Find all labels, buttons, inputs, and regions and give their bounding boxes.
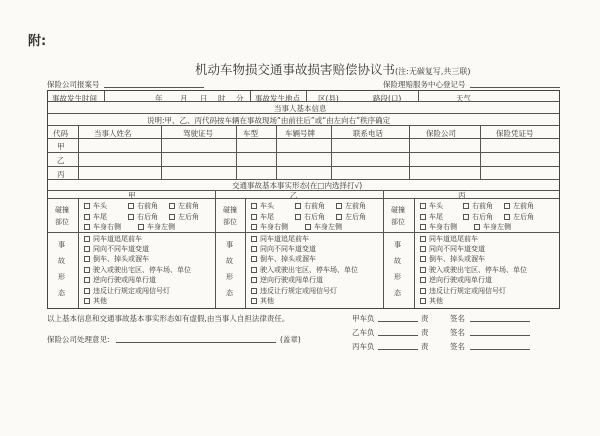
- liability-party-2: 乙车负: [352, 328, 375, 337]
- form-opt-2-5[interactable]: 逆向行驶或闯单行道: [251, 275, 323, 285]
- header-license: 驾驶证号: [183, 129, 213, 138]
- header-plate: 车辆号牌: [285, 129, 315, 138]
- form-opt-2-3[interactable]: 倒车、掉头或溜车: [251, 254, 316, 264]
- liability-unit-1: 责: [421, 314, 429, 323]
- collision-opt-2-1[interactable]: 车头: [251, 201, 274, 211]
- sign-field-2[interactable]: [470, 335, 530, 336]
- form-opt-3-2[interactable]: 同向不同车道变道: [420, 244, 485, 254]
- liability-party-1: 甲车负: [352, 314, 375, 323]
- collision-opt-3-3[interactable]: 左前角: [504, 201, 534, 211]
- column-party-2: 乙: [290, 191, 298, 200]
- collision-opt-3-8[interactable]: 车身左侧: [474, 222, 511, 232]
- form-opt-3-5[interactable]: 逆向行驶或闯单行道: [420, 275, 492, 285]
- stamp-label: (盖章): [280, 335, 301, 344]
- form-opt-1-5[interactable]: 逆向行驶或闯单行道: [84, 275, 156, 285]
- collision-label-2: 碰撞部位: [223, 206, 237, 226]
- time-month: 月: [180, 94, 188, 103]
- form-opt-3-7[interactable]: 其他: [420, 296, 443, 306]
- time-hour: 时: [218, 94, 226, 103]
- column-party-1: 甲: [128, 191, 136, 200]
- weather-label: 天气: [456, 94, 471, 103]
- title-note: (注:无碳复写,共三联): [395, 67, 471, 76]
- header-insurer: 保险公司: [426, 129, 456, 138]
- form-opt-1-6[interactable]: 违反让行规定或闯信号灯: [84, 286, 170, 296]
- claim-reg-field[interactable]: [470, 87, 560, 88]
- party-row-code-1: 甲: [57, 142, 65, 151]
- sign-field-3[interactable]: [470, 349, 530, 350]
- time-label: 事故发生时间: [52, 94, 97, 103]
- liability-unit-3: 责: [421, 342, 429, 351]
- collision-opt-1-8[interactable]: 车身左侧: [138, 222, 175, 232]
- header-name: 当事人姓名: [94, 129, 132, 138]
- collision-opt-1-2[interactable]: 右前角: [128, 201, 158, 211]
- form-opt-2-6[interactable]: 违反让行规定或闯信号灯: [251, 286, 337, 296]
- collision-opt-3-7[interactable]: 车身右侧: [420, 222, 457, 232]
- facts-title: 交通事故基本事实形态(在□内选择打√): [232, 181, 363, 190]
- form-opt-1-1[interactable]: 同车道追尾前车: [84, 234, 142, 244]
- sign-label-3: 签名: [450, 342, 465, 351]
- party-info-title: 当事人基本信息: [274, 104, 327, 113]
- time-year: 年: [155, 94, 163, 103]
- party-note: 说明:甲、乙、丙代码按车辆在事故现场“由前往后”或“由左向右”秩序确定: [147, 116, 391, 125]
- collision-opt-2-6[interactable]: 左后角: [336, 212, 366, 222]
- collision-opt-3-5[interactable]: 右后角: [463, 212, 493, 222]
- collision-opt-3-2[interactable]: 右前角: [463, 201, 493, 211]
- form-opt-3-1[interactable]: 同车道追尾前车: [420, 234, 478, 244]
- form-label-1: 事故形态: [58, 241, 65, 297]
- district-label: 区(县): [318, 94, 339, 103]
- header-code: 代码: [53, 129, 68, 138]
- party-row-code-3: 丙: [57, 170, 65, 179]
- column-party-3: 丙: [458, 191, 466, 200]
- header-phone: 联系电话: [353, 129, 383, 138]
- form-label-2: 事故形态: [226, 241, 233, 297]
- confirm-statement: 以上基本信息和交通事故基本事实形态如有虚假,由当事人自担法律责任。: [47, 314, 290, 323]
- liability-field-3[interactable]: [378, 349, 418, 350]
- collision-opt-1-5[interactable]: 右后角: [128, 212, 158, 222]
- claim-reg-label: 保险理赔服务中心登记号: [383, 80, 466, 89]
- collision-opt-2-8[interactable]: 车身左侧: [305, 222, 342, 232]
- header-policy: 保险凭证号: [496, 129, 534, 138]
- form-opt-2-7[interactable]: 其他: [251, 296, 274, 306]
- collision-opt-1-1[interactable]: 车头: [84, 201, 107, 211]
- collision-opt-2-2[interactable]: 右前角: [295, 201, 325, 211]
- collision-opt-2-3[interactable]: 左前角: [336, 201, 366, 211]
- liability-field-1[interactable]: [378, 321, 418, 322]
- liability-field-2[interactable]: [378, 335, 418, 336]
- collision-opt-3-6[interactable]: 左后角: [504, 212, 534, 222]
- liability-party-3: 丙车负: [352, 342, 375, 351]
- collision-opt-2-5[interactable]: 右后角: [295, 212, 325, 222]
- report-no-field[interactable]: [104, 87, 204, 88]
- form-opt-1-3[interactable]: 倒车、掉头或溜车: [84, 254, 149, 264]
- form-opt-2-4[interactable]: 驶入或驶出宅区、停车场、单位: [251, 265, 358, 275]
- report-no-label: 保险公司报案号: [47, 80, 100, 89]
- place-label: 事故发生地点: [255, 94, 300, 103]
- form-opt-2-2[interactable]: 同向不同车道变道: [251, 244, 316, 254]
- collision-opt-3-1[interactable]: 车头: [420, 201, 443, 211]
- time-day: 日: [200, 94, 208, 103]
- insurer-opinion-field[interactable]: [116, 342, 276, 343]
- attachment-label: 附:: [28, 34, 47, 49]
- time-minute: 分: [236, 94, 244, 103]
- form-opt-3-6[interactable]: 违反让行规定或闯信号灯: [420, 286, 506, 296]
- collision-opt-1-6[interactable]: 左后角: [169, 212, 199, 222]
- sign-label-1: 签名: [450, 314, 465, 323]
- party-row-code-2: 乙: [57, 156, 65, 165]
- form-label-3: 事故形态: [394, 241, 401, 297]
- collision-opt-1-7[interactable]: 车身右侧: [84, 222, 121, 232]
- form-opt-1-4[interactable]: 驶入或驶出宅区、停车场、单位: [84, 265, 191, 275]
- liability-unit-2: 责: [421, 328, 429, 337]
- road-label: 路段(口): [373, 94, 402, 103]
- collision-label-3: 碰撞部位: [391, 206, 405, 226]
- collision-label-1: 碰撞部位: [55, 206, 69, 226]
- form-opt-2-1[interactable]: 同车道追尾前车: [251, 234, 309, 244]
- collision-opt-1-3[interactable]: 左前角: [169, 201, 199, 211]
- header-model: 车型: [243, 129, 258, 138]
- sign-field-1[interactable]: [470, 321, 530, 322]
- claim-form-table: [47, 90, 560, 309]
- title-text: 机动车物损交通事故损害赔偿协议书: [195, 62, 396, 77]
- collision-opt-2-4[interactable]: 车尾: [251, 212, 274, 222]
- collision-opt-2-7[interactable]: 车身右侧: [251, 222, 288, 232]
- document-title: [195, 60, 471, 78]
- form-opt-3-3[interactable]: 倒车、掉头或溜车: [420, 254, 485, 264]
- collision-opt-1-4[interactable]: 车尾: [84, 212, 107, 222]
- form-opt-3-4[interactable]: 驶入或驶出宅区、停车场、单位: [420, 265, 527, 275]
- insurer-opinion-label: 保险公司处理意见:: [47, 335, 110, 344]
- form-opt-1-7[interactable]: 其他: [84, 296, 107, 306]
- form-opt-1-2[interactable]: 同向不同车道变道: [84, 244, 149, 254]
- collision-opt-3-4[interactable]: 车尾: [420, 212, 443, 222]
- sign-label-2: 签名: [450, 328, 465, 337]
